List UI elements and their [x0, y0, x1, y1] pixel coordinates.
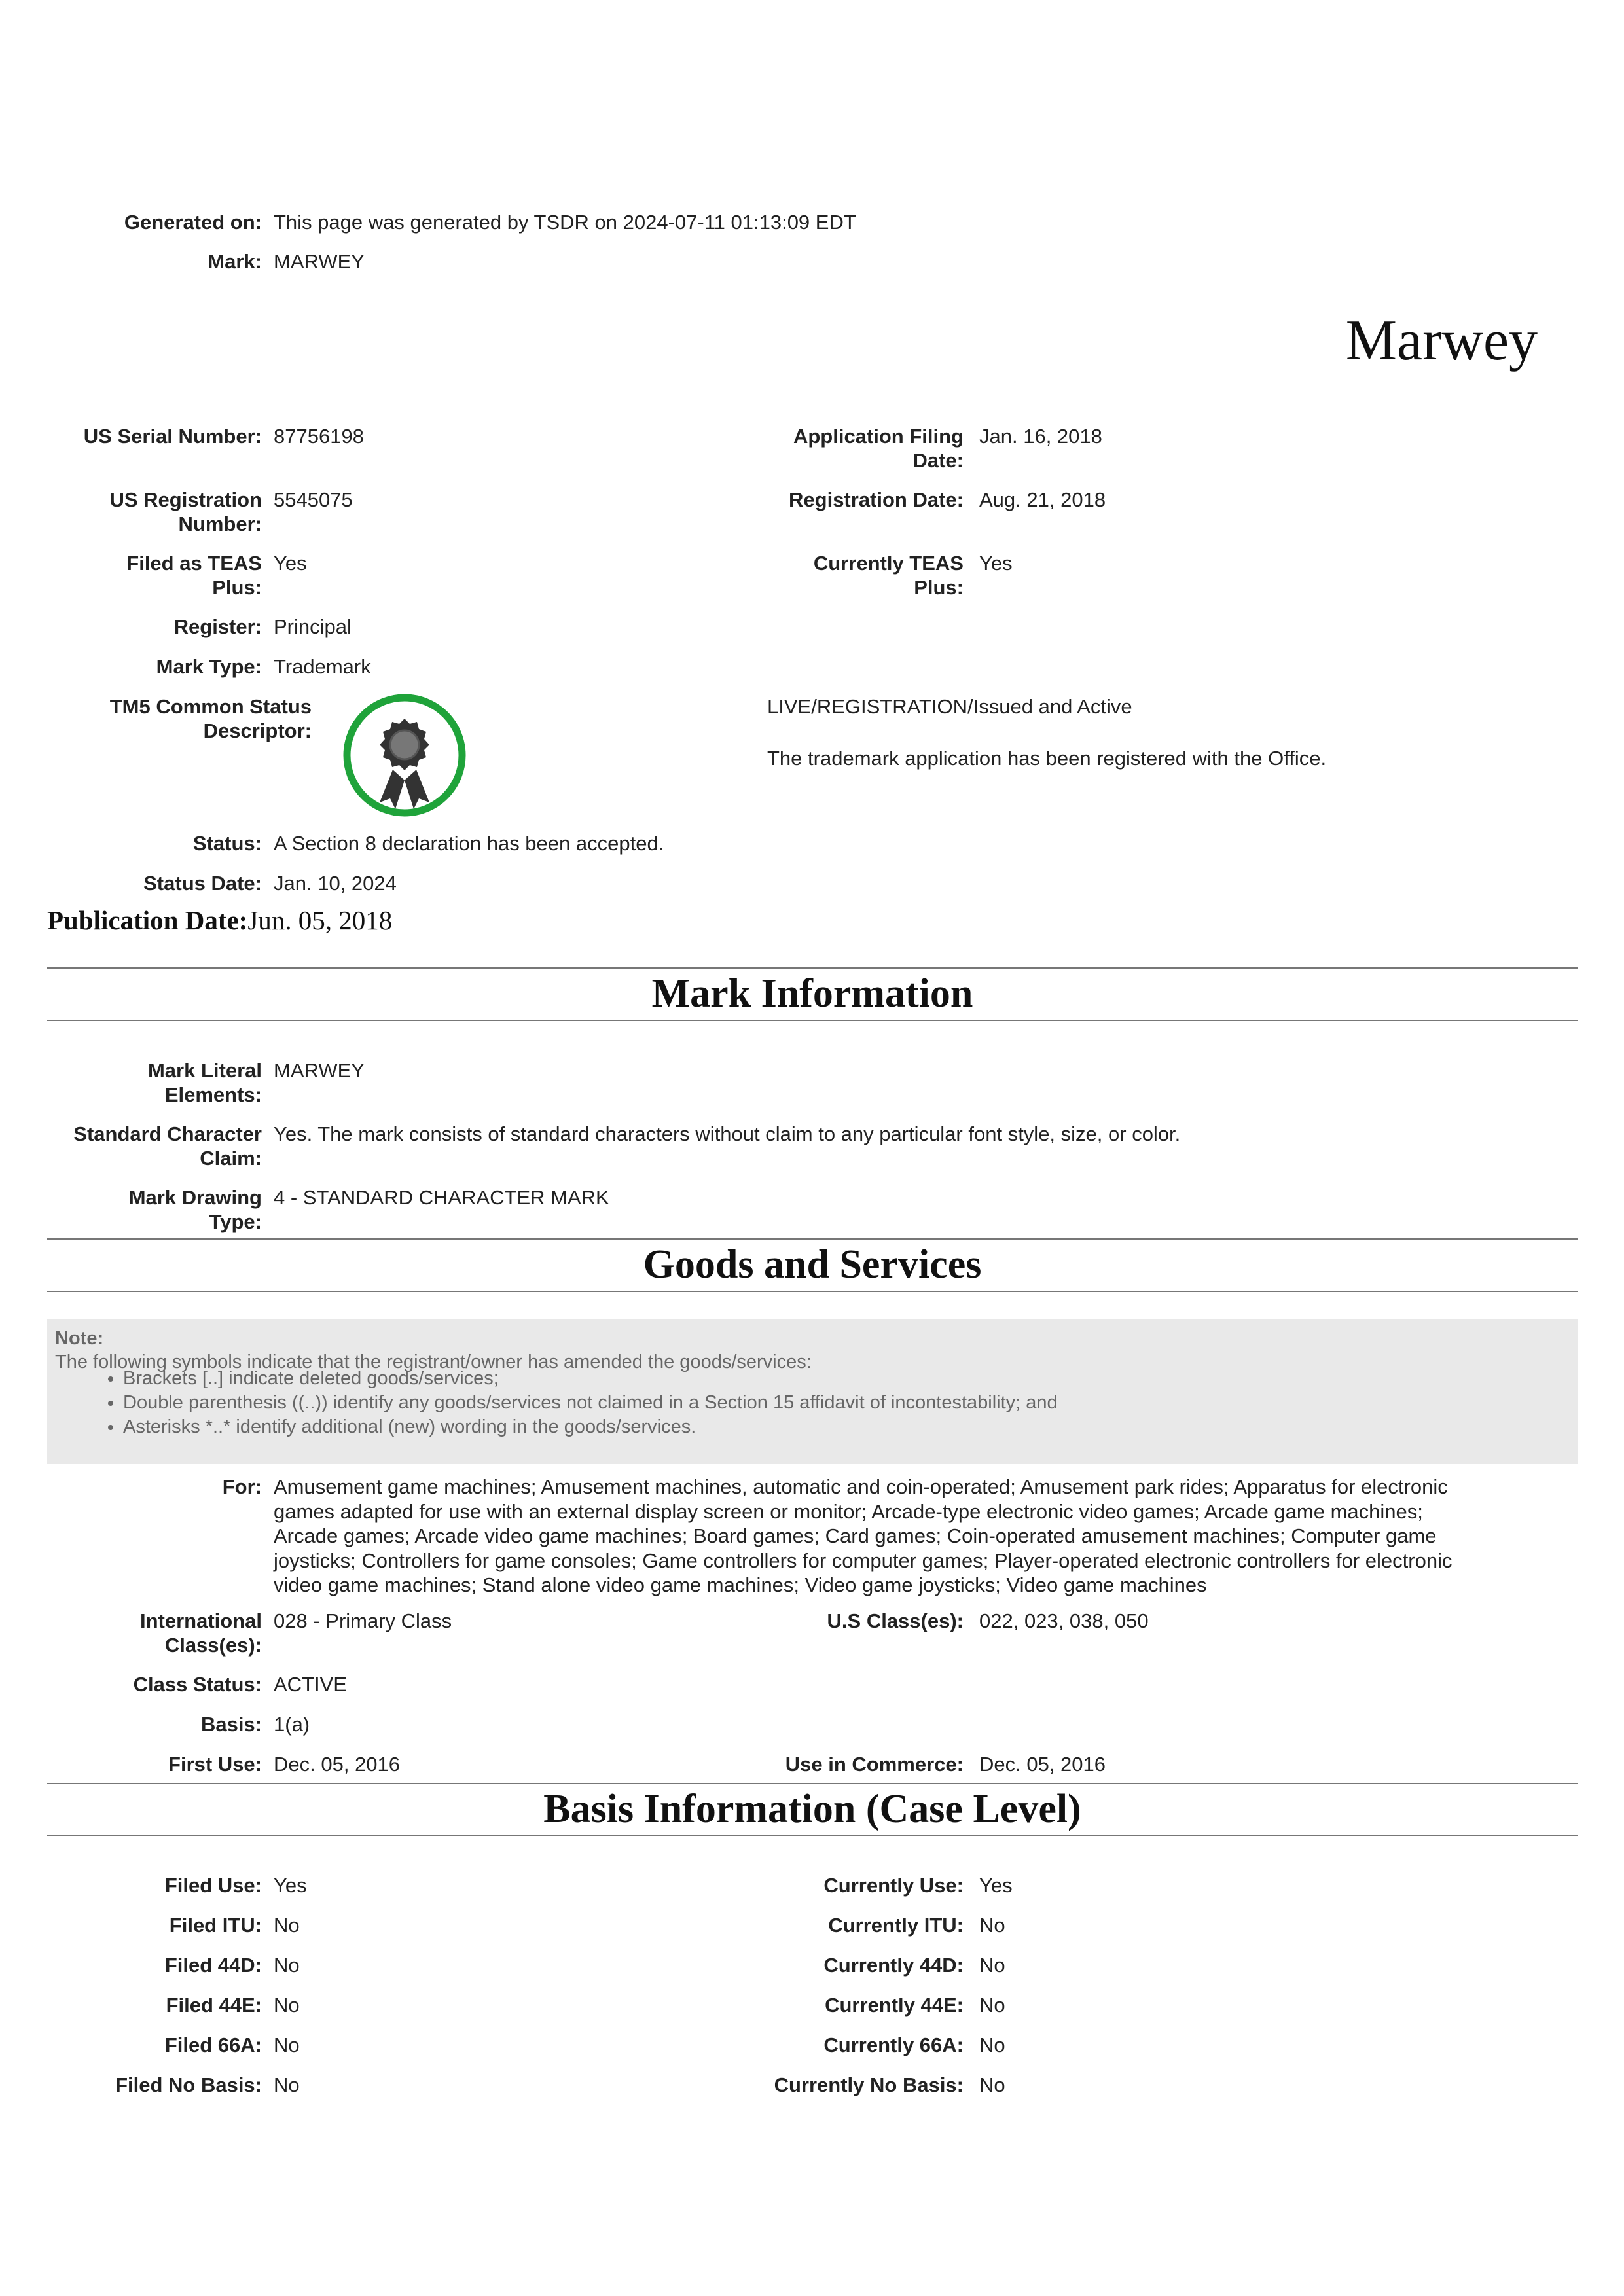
divider	[47, 1783, 1578, 1784]
std-char-label	[46, 1122, 262, 1170]
mark-image-text: Marwey	[1345, 309, 1538, 372]
amendment-note	[47, 1319, 1578, 1464]
filed-44e-value: No	[274, 1994, 300, 2017]
drawing-value: 4 - STANDARD CHARACTER MARK	[274, 1186, 609, 1209]
currently-itu-label: Currently ITU:	[828, 1914, 964, 1937]
drawing-label	[46, 1185, 262, 1234]
mark-label: Mark:	[208, 250, 262, 273]
currently-66a-value: No	[979, 2034, 1005, 2056]
currently-44d-label: Currently 44D:	[823, 1954, 964, 1977]
filed-itu-label: Filed ITU:	[169, 1914, 262, 1937]
note-item: • Asterisks *..* identify additional (new) wording in the goods/services.	[123, 1415, 1058, 1439]
status-label: Status:	[192, 832, 262, 855]
us-class-label: U.S Class(es):	[827, 1609, 964, 1632]
mark-information-heading: Mark Information	[651, 971, 973, 1016]
publication-date	[47, 903, 392, 937]
basis-value: 1(a)	[274, 1713, 310, 1736]
basis-label: Basis:	[200, 1713, 262, 1736]
filed-teas-value: Yes	[274, 552, 307, 575]
literal-label-line-2: Elements:	[164, 1083, 262, 1106]
register-label: Register:	[173, 615, 262, 638]
mark-type-label: Mark Type:	[156, 655, 262, 678]
intl-class-label-line-1: International	[139, 1609, 262, 1632]
reg-date-label: Registration Date:	[789, 488, 964, 511]
currently-44e-label: Currently 44E:	[825, 1994, 964, 2017]
currently-itu-value: No	[979, 1914, 1005, 1937]
filing-date-label-line-1: Application Filing	[793, 425, 964, 448]
reg-number-label-line-2: Number:	[178, 512, 262, 535]
intl-class-label-line-2: Class(es):	[164, 1634, 262, 1657]
status-value: A Section 8 declaration has been accepted.	[274, 832, 664, 855]
register-value: Principal	[274, 615, 352, 638]
note-title: Note:	[55, 1328, 104, 1349]
filed-44e-label: Filed 44E:	[166, 1994, 262, 2017]
serial-value: 87756198	[274, 425, 364, 448]
filed-44d-value: No	[274, 1954, 300, 1977]
tm5-description: The trademark application has been registered with the Office.	[767, 747, 1327, 770]
filed-teas-label-line-2: Plus:	[212, 576, 262, 599]
basis-information-heading: Basis Information (Case Level)	[543, 1787, 1081, 1831]
for-value: Amusement game machines; Amusement machines, automatic and coin-operated; Amusement park rides; Apparatus for electronic games adapted for use with an external display screen or monitor; Arcade-type electronic video games; Arcade game machines; Arcade games; Arcade video game machines; Board games; Card games; Coin-operated amusement machines; Computer game joysticks; Controllers for game consoles; Game controllers for computer games; Player-operated electronic controllers for electronic video game machines; Stand alone video game machines; Video game joysticks; Video game machines	[274, 1475, 1453, 1596]
filed-44d-label: Filed 44D:	[164, 1954, 262, 1977]
filed-66a-label: Filed 66A:	[164, 2034, 262, 2056]
divider	[47, 1835, 1578, 1836]
us-class-value: 022, 023, 038, 050	[979, 1609, 1149, 1632]
divider	[47, 1291, 1578, 1292]
filed-no-basis-label: Filed No Basis:	[115, 2073, 262, 2096]
literal-value: MARWEY	[274, 1059, 365, 1082]
currently-teas-label	[702, 551, 964, 600]
currently-44e-value: No	[979, 1994, 1005, 2017]
serial-label: US Serial Number:	[83, 425, 262, 448]
reg-number-label-line-1: US Registration	[109, 488, 262, 511]
use-commerce-label: Use in Commerce:	[785, 1753, 964, 1776]
filed-itu-value: No	[274, 1914, 300, 1937]
filing-date-label-line-2: Date:	[912, 449, 964, 472]
std-char-value: Yes. The mark consists of standard characters without claim to any particular font style, size, or color.	[274, 1122, 1181, 1145]
filed-no-basis-value: No	[274, 2073, 300, 2096]
divider	[47, 1020, 1578, 1021]
currently-teas-label-line-2: Plus:	[914, 576, 964, 599]
goods-services-heading: Goods and Services	[643, 1242, 982, 1287]
reg-date-value: Aug. 21, 2018	[979, 488, 1106, 511]
intl-class-value: 028 - Primary Class	[274, 1609, 452, 1632]
first-use-value: Dec. 05, 2016	[274, 1753, 401, 1776]
divider	[47, 967, 1578, 969]
currently-44d-value: No	[979, 1954, 1005, 1977]
publication-value: Jun. 05, 2018	[247, 905, 393, 935]
filed-teas-label	[46, 551, 262, 600]
filed-use-label: Filed Use:	[164, 1874, 262, 1897]
first-use-label: First Use:	[168, 1753, 262, 1776]
for-label: For:	[222, 1475, 262, 1498]
filed-66a-value: No	[274, 2034, 300, 2056]
note-intro: The following symbols indicate that the registrant/owner has amended the goods/services:	[55, 1352, 812, 1372]
intl-class-label	[46, 1609, 262, 1657]
status-date-value: Jan. 10, 2024	[274, 872, 397, 895]
generated-value: This page was generated by TSDR on 2024-07-11 01:13:09 EDT	[274, 211, 856, 234]
std-char-label-line-2: Claim:	[200, 1147, 262, 1170]
mark-type-value: Trademark	[274, 655, 371, 678]
class-status-value: ACTIVE	[274, 1673, 347, 1696]
registered-badge-icon	[342, 692, 467, 818]
badge-center	[390, 730, 419, 759]
tm5-label-line-1: TM5 Common Status	[109, 695, 312, 718]
tm5-label-line-2: Descriptor:	[203, 719, 312, 742]
generated-label: Generated on:	[124, 211, 262, 234]
currently-use-value: Yes	[979, 1874, 1013, 1897]
note-item: • Double parenthesis ((..)) identify any goods/services not claimed in a Section 15 affidavit of incontestability; and	[123, 1391, 1058, 1415]
currently-use-label: Currently Use:	[823, 1874, 964, 1897]
filing-date-value: Jan. 16, 2018	[979, 425, 1102, 448]
status-date-label: Status Date:	[143, 872, 262, 895]
currently-teas-value: Yes	[979, 552, 1013, 575]
currently-no-basis-value: No	[979, 2073, 1005, 2096]
filing-date-label	[702, 424, 964, 473]
std-char-label-line-1: Standard Character	[73, 1122, 262, 1145]
drawing-label-line-1: Mark Drawing	[128, 1186, 262, 1209]
reg-number-label	[46, 488, 262, 536]
currently-no-basis-label: Currently No Basis:	[774, 2073, 964, 2096]
class-status-label: Class Status:	[133, 1673, 262, 1696]
divider	[47, 1238, 1578, 1240]
publication-label: Publication Date:	[47, 905, 248, 935]
tm5-status: LIVE/REGISTRATION/Issued and Active	[767, 695, 1132, 718]
tm5-label	[60, 694, 312, 743]
currently-teas-label-line-1: Currently TEAS	[813, 552, 964, 575]
use-commerce-value: Dec. 05, 2016	[979, 1753, 1106, 1776]
note-list	[98, 1367, 1058, 1439]
mark-value: MARWEY	[274, 250, 365, 273]
drawing-label-line-2: Type:	[209, 1210, 262, 1233]
literal-label	[46, 1058, 262, 1107]
filed-teas-label-line-1: Filed as TEAS	[126, 552, 262, 575]
note-item: • Brackets [..] indicate deleted goods/services;	[123, 1367, 1058, 1391]
currently-66a-label: Currently 66A:	[823, 2034, 964, 2056]
filed-use-value: Yes	[274, 1874, 307, 1897]
literal-label-line-1: Mark Literal	[147, 1059, 262, 1082]
reg-number-value: 5545075	[274, 488, 353, 511]
